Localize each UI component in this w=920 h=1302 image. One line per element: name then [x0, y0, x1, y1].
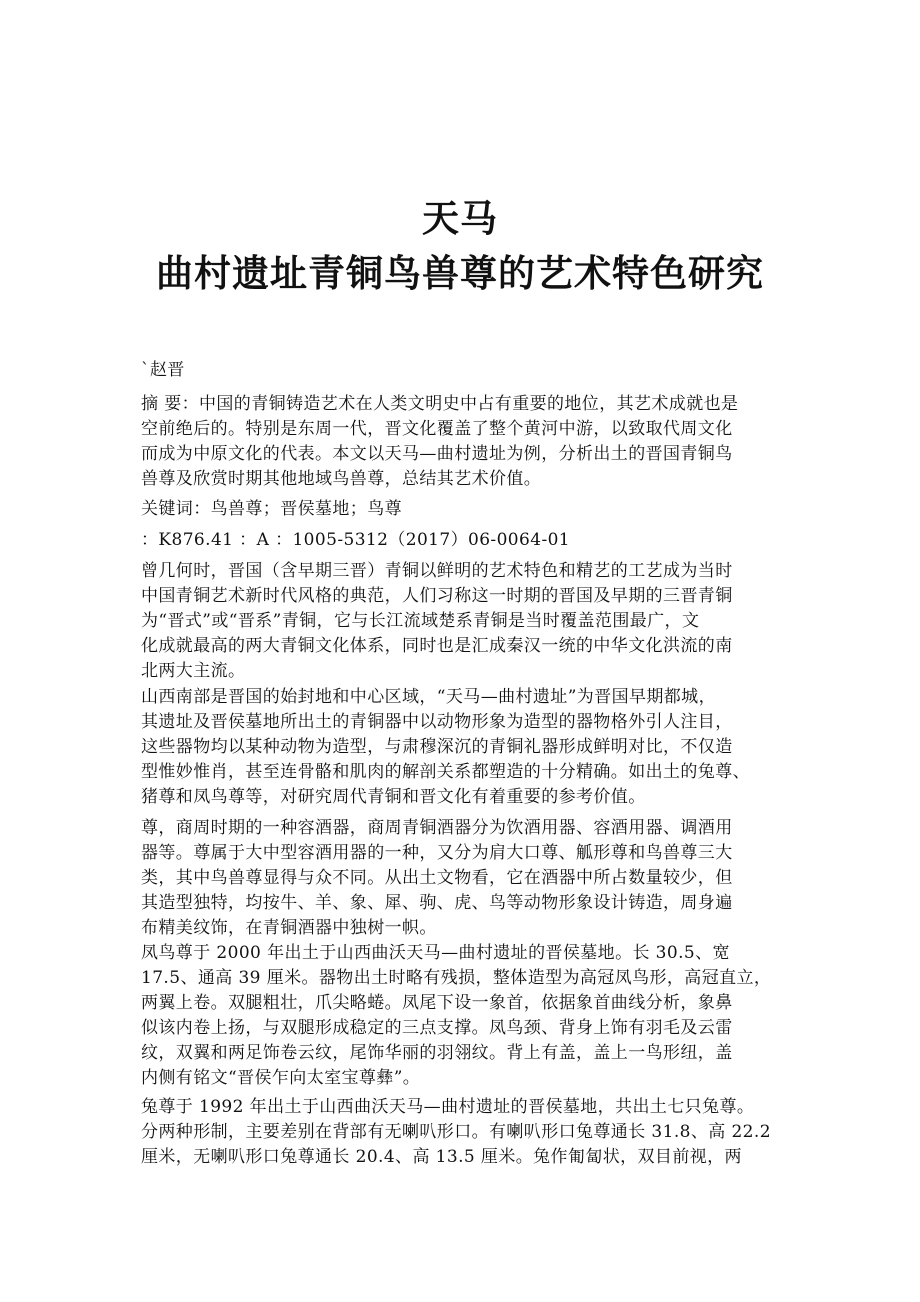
keywords-line: 关键词：鸟兽尊；晋侯墓地；鸟尊	[141, 499, 402, 519]
paragraph-line: 纹，双翼和两足饰卷云纹，尾饰华丽的羽翎纹。背上有盖，盖上一鸟形纽，盖	[141, 1043, 733, 1063]
title-line-2: 曲村遗址青铜鸟兽尊的艺术特色研究	[156, 250, 764, 295]
body-paragraph-3	[141, 816, 841, 941]
paragraph-line: 器等。尊属于大中型容酒用器的一种，又分为肩大口尊、觚形尊和鸟兽尊三大	[141, 843, 733, 863]
body-paragraph-4	[141, 941, 841, 1091]
paragraph-line: 为“晋式”或“晋系”青铜，它与长江流域楚系青铜是当时覆盖范围最广，文	[141, 611, 700, 631]
paragraph-line: 类，其中鸟兽尊显得与众不同。从出土文物看，它在酒器中所占数量较少，但	[141, 868, 733, 888]
author	[141, 358, 841, 383]
abstract	[141, 392, 841, 492]
paragraph-line: 内侧有铭文“晋侯乍向太室宝尊彝”。	[141, 1068, 421, 1088]
paragraph-line: 似该内卷上扬，与双腿形成稳定的三点支撑。凤鸟颈、背身上饰有羽毛及云雷	[141, 1018, 733, 1038]
abstract-line: 空前绝后的。特别是东周一代，晋文化覆盖了整个黄河中游，以致取代周文化	[141, 419, 733, 439]
paragraph-line: 布精美纹饰，在青铜酒器中独树一帜。	[141, 918, 437, 938]
body-paragraph-5	[141, 1095, 841, 1170]
author-name: `赵晋	[141, 360, 185, 380]
paragraph-line: 厘米，无喇叭形口兔尊通长 20.4、高 13.5 厘米。兔作匍匐状，双目前视，两	[141, 1147, 742, 1167]
paragraph-line: 尊，商周时期的一种容酒器，商周青铜酒器分为饮酒用器、容酒用器、调酒用	[141, 818, 733, 838]
abstract-line: 摘 要：中国的青铜铸造艺术在人类文明史中占有重要的地位，其艺术成就也是	[141, 394, 739, 414]
paragraph-line: 型惟妙惟肖，甚至连骨骼和肌肉的解剖关系都塑造的十分精确。如出土的兔尊、	[141, 762, 750, 782]
paragraph-line: 北两大主流。	[141, 661, 246, 681]
paragraph-line: 凤鸟尊于 2000 年出土于山西曲沃天马—曲村遗址的晋侯墓地。长 30.5、宽	[141, 943, 730, 963]
body-paragraph-1	[141, 559, 841, 684]
classification-line: ：K876.41 ：A ：1005-5312（2017）06-0064-01	[141, 530, 571, 550]
paragraph-line: 其造型独特，均按牛、羊、象、犀、驹、虎、鸟等动物形象设计铸造，周身遍	[141, 893, 733, 913]
classification-codes	[141, 528, 841, 553]
keywords	[141, 497, 841, 522]
body-paragraph-2	[141, 685, 841, 810]
paragraph-line: 分两种形制，主要差别在背部有无喇叭形口。有喇叭形口兔尊通长 31.8、高 22.2	[141, 1122, 771, 1142]
paragraph-line: 猪尊和凤鸟尊等，对研究周代青铜和晋文化有着重要的参考价值。	[141, 787, 646, 807]
paragraph-line: 化成就最高的两大青铜文化体系，同时也是汇成秦汉一统的中华文化洪流的南	[141, 636, 733, 656]
paragraph-line: 兔尊于 1992 年出土于山西曲沃天马—曲村遗址的晋侯墓地，共出土七只兔尊。	[141, 1097, 755, 1117]
title-line-1: 天马	[422, 195, 498, 240]
paragraph-line: 中国青铜艺术新时代风格的典范，人们习称这一时期的晋国及早期的三晋青铜	[141, 586, 733, 606]
abstract-line: 兽尊及欣赏时期其他地域鸟兽尊，总结其艺术价值。	[141, 469, 542, 489]
abstract-line: 而成为中原文化的代表。本文以天马—曲村遗址为例，分析出土的晋国青铜鸟	[141, 444, 733, 464]
paragraph-line: 其遗址及晋侯墓地所出土的青铜器中以动物形象为造型的器物格外引人注目，	[141, 712, 733, 732]
paragraph-line: 曾几何时，晋国（含早期三晋）青铜以鲜明的艺术特色和精艺的工艺成为当时	[141, 561, 733, 581]
paragraph-line: 山西南部是晋国的始封地和中心区域，“天马—曲村遗址”为晋国早期都城，	[141, 687, 716, 707]
paragraph-line: 17.5、通高 39 厘米。器物出土时略有残损，整体造型为高冠凤鸟形，高冠直立，	[141, 968, 772, 988]
paragraph-line: 两翼上卷。双腿粗壮，爪尖略蜷。凤尾下设一象首，依据象首曲线分析，象鼻	[141, 993, 733, 1013]
paragraph-line: 这些器物均以某种动物为造型，与肃穆深沉的青铜礼器形成鲜明对比，不仅造	[141, 737, 733, 757]
